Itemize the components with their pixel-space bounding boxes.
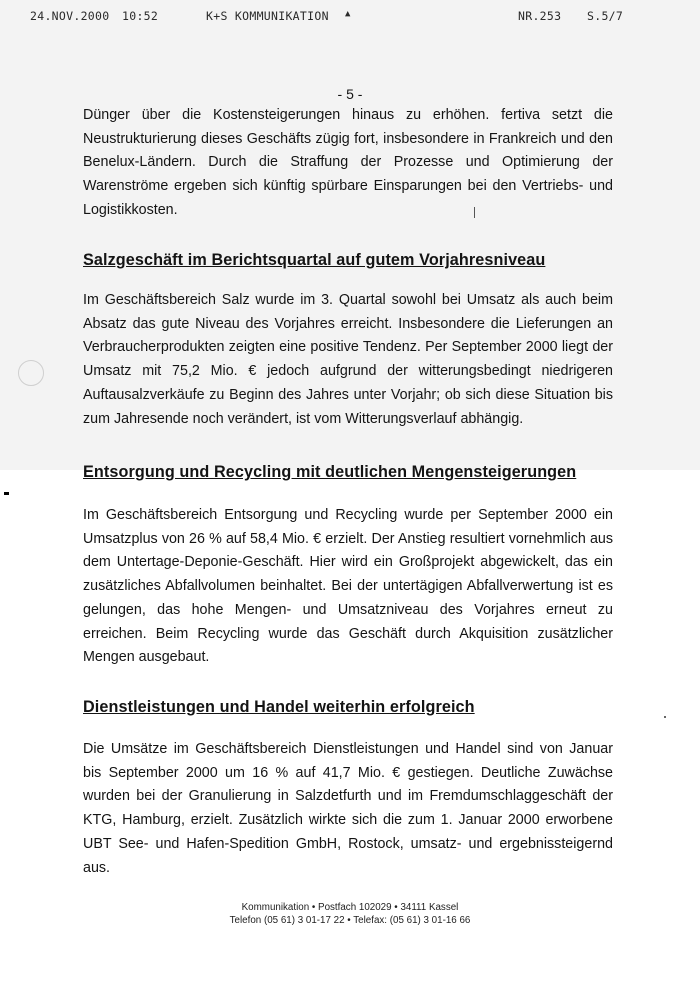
pen-stroke-mark bbox=[474, 207, 475, 218]
salz-paragraph: Im Geschäftsbereich Salz wurde im 3. Quartal sowohl bei Umsatz als auch beim Absatz das gute Niveau des Vorjahres erreicht. Insbesondere die Lieferungen an Verbraucherprodukten zeigten eine positive Tendenz. Per September 2000 liegt der Umsatz mit 75,2 Mio. € jedoch aufgrund der witterungsbedingt niedrigeren Auftausalzverkäufe zu Beginn des Jahres unter Vorjahr; ob sich diese Situation bis zum Jahresende noch verändert, ist vom Witterungsverlauf abhängig. bbox=[83, 292, 613, 427]
footer-postal-line: Kommunikation • Postfach 102029 • 34111 Kassel bbox=[241, 902, 459, 913]
scan-dot-mark bbox=[664, 716, 666, 718]
scan-edge-mark bbox=[4, 492, 9, 495]
footer-address bbox=[0, 901, 700, 927]
heading-dienstleistungen: Dienstleistungen und Handel weiterhin erfolgreich bbox=[83, 698, 475, 716]
heading-entsorgung: Entsorgung und Recycling mit deutlichen Mengensteigerungen bbox=[83, 463, 577, 481]
fax-page-count: S.5/7 bbox=[587, 9, 624, 23]
entsorgung-paragraph: Im Geschäftsbereich Entsorgung und Recycling wurde per September 2000 ein Umsatzplus von 26 % auf 58,4 Mio. € erzielt. Der Anstieg resultiert vornehmlich aus dem Untertage-Deponie-Geschäft. Hier wird ein Großprojekt abgewickelt, das ein zusätzliches Abfallvolumen beinhaltet. Bei der untertägigen Abfallverwertung ist es gelungen, das hohe Mengen- und Umsatzniveau des Vorjahres erneut zu erreichen. Beim Recycling wurde das Geschäft durch Akquisition zusätzlicher Mengen ausgebaut. bbox=[83, 507, 613, 666]
fax-sender: K+S KOMMUNIKATION bbox=[206, 9, 329, 23]
intro-paragraph: Dünger über die Kostensteigerungen hinaus zu erhöhen. fertiva setzt die Neustrukturierung dieses Geschäfts zügig fort, insbesondere in Frankreich und den Benelux-Ländern. Durch die Straffung der Prozesse und Optimierung der Warenströme ergeben sich künftig spürbare Einsparungen bei den Vertriebs- und Logistikkosten. bbox=[83, 107, 613, 218]
page-number: - 5 - bbox=[337, 86, 363, 102]
heading-salz: Salzgeschäft im Berichtsquartal auf gutem Vorjahresniveau bbox=[83, 251, 546, 269]
fax-time: 10:52 bbox=[122, 9, 159, 23]
fax-date: 24.NOV.2000 bbox=[30, 9, 110, 23]
punch-hole-mark bbox=[18, 360, 44, 386]
fax-transmission-header bbox=[30, 9, 624, 25]
footer-phone-line: Telefon (05 61) 3 01-17 22 • Telefax: (05 61) 3 01-16 66 bbox=[229, 915, 471, 926]
fax-number: NR.253 bbox=[518, 9, 562, 23]
fax-marker-icon: ▲ bbox=[345, 9, 351, 19]
dienstleistungen-paragraph: Die Umsätze im Geschäftsbereich Dienstleistungen und Handel sind von Januar bis September 2000 um 16 % auf 41,7 Mio. € gestiegen. Deutliche Zuwächse wurden bei der Granulierung in Salzdetfurth und im Fremdumschlaggeschäft der KTG, Hamburg, erzielt. Zusätzlich wirkte sich die zum 1. Januar 2000 erworbene UBT See- und Hafen-Spedition GmbH, Rostock, umsatz- und ergebnissteigernd aus. bbox=[83, 741, 613, 876]
